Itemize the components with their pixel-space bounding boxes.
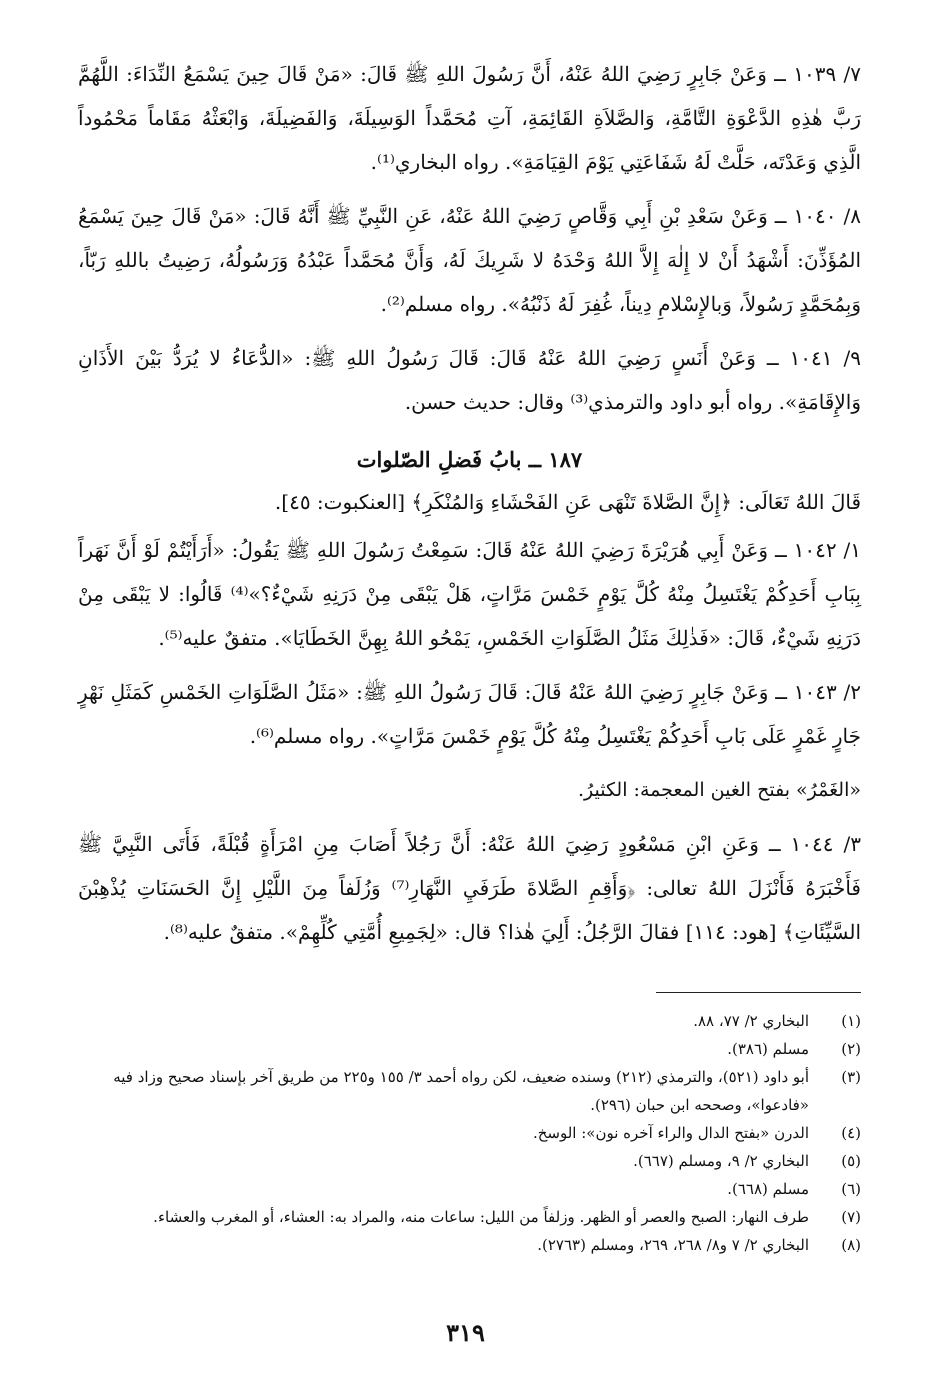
footnote-number: (٤) (841, 1124, 861, 1142)
footnote-text: طرف النهار: الصبح والعصر أو الظهر. وزلفاً من الليل: ساعات منه، والمراد به: العشاء، أو المغرب والعشاء. (153, 1208, 809, 1226)
page-number: ٣١٩ (446, 1318, 485, 1347)
footnote-text: مسلم (٣٨٦). (727, 1040, 809, 1058)
footnote-item (78, 1035, 861, 1063)
footnote-item (78, 1175, 861, 1203)
footnote-number: (٥) (841, 1152, 861, 1170)
footnote-text: الدرن «بفتح الدال والراء آخره نون»: الوسخ. (532, 1124, 809, 1142)
footnote-item (78, 1231, 861, 1259)
hadith-1039: ٧/ ١٠٣٩ ــ وَعَنْ جَابِرٍ رَضِيَ اللهُ عَنْهُ، أَنَّ رَسُولَ اللهِ ﷺ قَالَ: «مَنْ قَالَ حِينَ يَسْمَعُ النِّدَاءَ: اللَّهُمَّ رَبَّ هٰذِهِ الدَّعْوَةِ التَّامَّةِ، وَالصَّلاَةِ القَائِمَةِ، آتِ مُحَمَّداً الوَسِيلَةَ، وَالفَضِيلَةَ، وَابْعَثْهُ مَقَاماً مَحْمُوداً الَّذِي وَعَدْتَه، حَلَّتْ لَهُ شَفَاعَتِي يَوْمَ القِيَامَةِ». رواه البخاري⁽¹⁾. (78, 62, 861, 174)
hadith-1040: ٨/ ١٠٤٠ ــ وَعَنْ سَعْدِ بْنِ أَبِي وَقَّاصٍ رَضِيَ اللهُ عَنْهُ، عَنِ النَّبِيِّ ﷺ أَنَّهُ قَالَ: «مَنْ قَالَ حِينَ يَسْمَعُ المُؤَذِّنَ: أَشْهَدُ أَنْ لا إِلٰهَ إِلاَّ اللهُ وَحْدَهُ لا شَرِيكَ لَهُ، وَأَنَّ مُحَمَّداً عَبْدُهُ وَرَسُولُهُ، رَضِيتُ باللهِ رَبّاً، وَبِمُحَمَّدٍ رَسُولاً، وَبالإِسْلامِ دِيناً، غُفِرَ لَهُ ذَنْبُهُ». رواه مسلم⁽²⁾. (78, 204, 861, 316)
footnote-number: (١) (841, 1012, 861, 1030)
hadith-1042: ١/ ١٠٤٢ ــ وَعَنْ أَبِي هُرَيْرَةَ رَضِيَ اللهُ عَنْهُ قَالَ: سَمِعْتُ رَسُولَ اللهِ ﷺ يَقُولُ: «أَرَأَيْتُمْ لَوْ أَنَّ نَهَراً بِبَابِ أَحَدِكُمْ يَغْتَسِلُ مِنْهُ كُلَّ يَوْمٍ خَمْسَ مَرَّاتٍ، هَلْ يَبْقَى مِنْ دَرَنِهِ شَيْءٌ؟»⁽⁴⁾ قَالُوا: لا يَبْقَى مِنْ دَرَنِهِ شَيْءٌ، قَالَ: «فَذٰلِكَ مَثَلُ الصَّلَوَاتِ الخَمْسِ، يَمْحُو اللهُ بِهِنَّ الخَطَايَا». متفقٌ عليه⁽⁵⁾. (78, 538, 861, 650)
hadith-1041: ٩/ ١٠٤١ ــ وَعَنْ أَنَسٍ رَضِيَ اللهُ عَنْهُ قَالَ: قَالَ رَسُولُ اللهِ ﷺ: «الدُّعَاءُ لا يُرَدُّ بَيْنَ الأَذَانِ وَالإِقَامَةِ». رواه أبو داود والترمذي⁽³⁾ وقال: حديث حسن. (78, 346, 861, 414)
footnote-divider (656, 992, 861, 993)
footnote-text: أبو داود (٥٢١)، والترمذي (٢١٢) وسنده ضعيف، لكن رواه أحمد ٣/ ١٥٥ و٢٢٥ من طريق آخر بإسناد صحيح وزاد فيه «فادعوا»، وصححه ابن حبان (٢٩٦). (113, 1068, 809, 1114)
footnote-number: (٨) (841, 1236, 861, 1254)
footnotes (78, 1007, 861, 1259)
footnote-text: البخاري ٢/ ٧ و٨/ ٢٦٨، ٢٦٩، ومسلم (٢٧٦٣). (537, 1236, 809, 1254)
footnote-item (78, 1119, 861, 1147)
footnote-text: البخاري ٢/ ٩، ومسلم (٦٦٧). (633, 1152, 809, 1170)
footnote-number: (٦) (841, 1180, 861, 1198)
hadith-1044: ٣/ ١٠٤٤ ــ وَعَنِ ابْنِ مَسْعُودٍ رَضِيَ اللهُ عَنْهُ: أَنَّ رَجُلاً أَصَابَ مِنِ امْرَأَةٍ قُبْلَةً، فَأَتَى النَّبِيَّ ﷺ فَأَخْبَرَهُ فَأَنْزَلَ اللهُ تعالى: ﴿وَأَقِمِ الصَّلاةَ طَرَفَيِ النَّهَارِ⁽⁷⁾ وَزُلَفاً مِنَ اللَّيْلِ إِنَّ الحَسَنَاتِ يُذْهِبْنَ السَّيِّئَاتِ﴾ [هود: ١١٤] فقالَ الرَّجُلُ: أَلِيَ هٰذا؟ قال: «لِجَمِيعِ أُمَّتِي كُلِّهِمْ». متفقٌ عليه⁽⁸⁾. (78, 832, 861, 944)
footnote-item (78, 1147, 861, 1175)
footnote-number: (٧) (841, 1208, 861, 1226)
chapter-verse: قَالَ اللهُ تَعَالَى: ﴿إِنَّ الصَّلاةَ تَنْهَى عَنِ الفَحْشَاءِ وَالمُنْكَرِ﴾ [العنكبوت: ٤٥]. (274, 490, 861, 514)
footnote-item (78, 1203, 861, 1231)
footnote-number: (٢) (841, 1040, 861, 1058)
footnote-number: (٣) (841, 1068, 861, 1086)
chapter-title: ١٨٧ ــ بابُ فَضلِ الصّلوات (356, 447, 583, 472)
footnote-item (78, 1063, 861, 1119)
footnote-text: مسلم (٦٦٨). (727, 1180, 809, 1198)
footnote-text: البخاري ٢/ ٧٧، ٨٨. (693, 1012, 809, 1030)
hadith-1043: ٢/ ١٠٤٣ ــ وَعَنْ جَابِرٍ رَضِيَ اللهُ عَنْهُ قَالَ: قَالَ رَسُولُ اللهِ ﷺ: «مَثَلُ الصَّلَوَاتِ الخَمْسِ كَمَثَلِ نَهْرٍ جَارٍ غَمْرٍ عَلَى بَابِ أَحَدِكُمْ يَغْتَسِلُ مِنْهُ كُلَّ يَوْمٍ خَمْسَ مَرَّاتٍ». رواه مسلم⁽⁶⁾. (78, 680, 861, 748)
gloss-ghamr: «الغَمْرُ» بفتح الغين المعجمة: الكثيرُ. (577, 779, 861, 801)
footnote-item (78, 1007, 861, 1035)
